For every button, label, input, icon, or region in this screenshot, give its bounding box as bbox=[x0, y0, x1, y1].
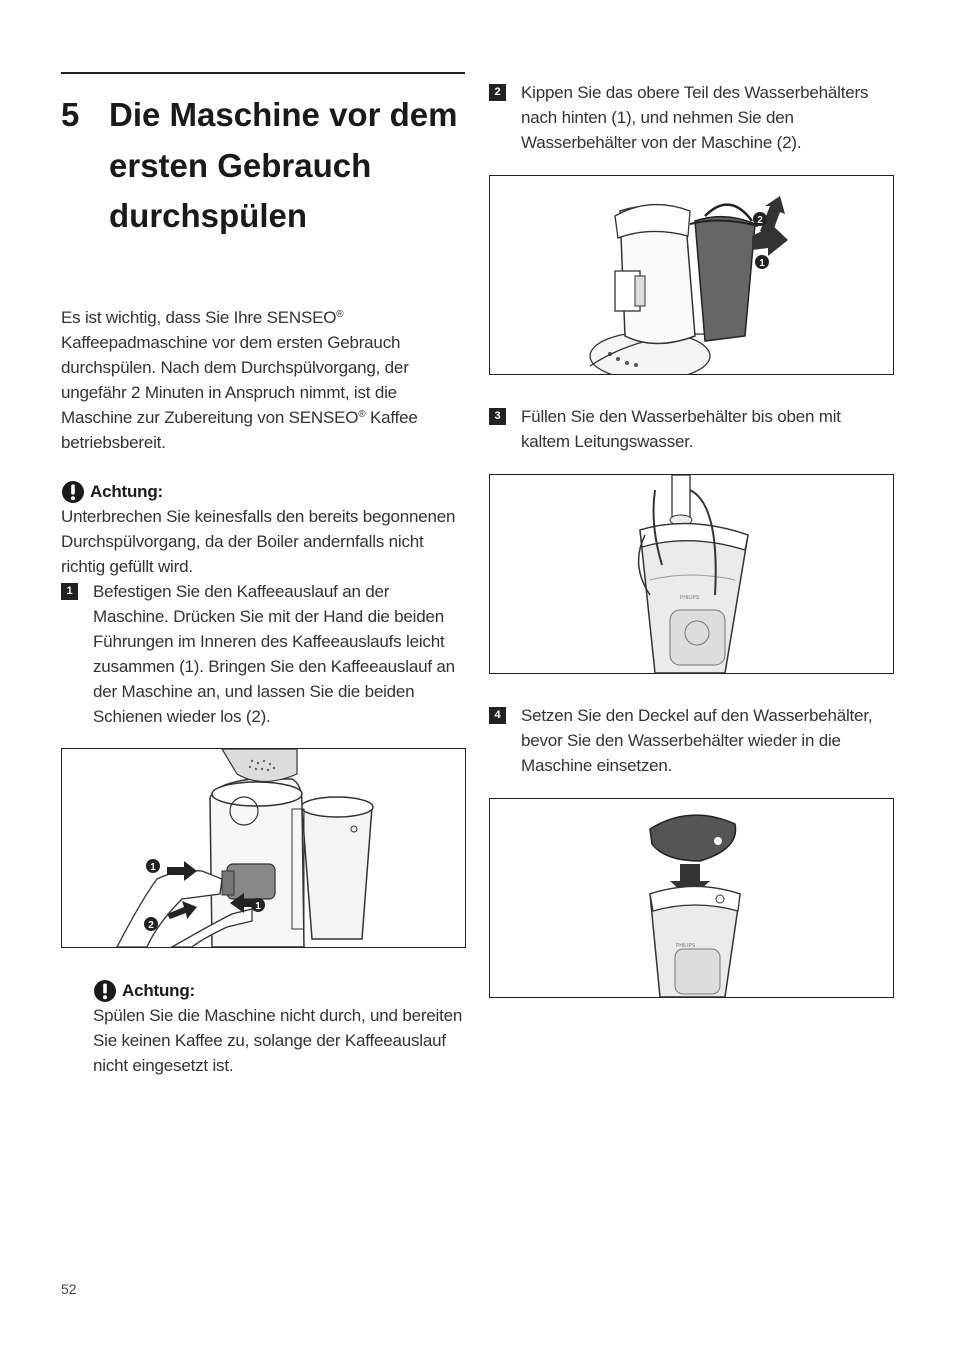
step-3 bbox=[489, 404, 894, 454]
intro-text-3: Kaffee betriebsbereit. bbox=[61, 408, 418, 452]
registered-mark: ® bbox=[336, 309, 344, 320]
step-text: Kippen Sie das obere Teil des Wasserbehälters nach hinten (1), und nehmen Sie den Wasserbehälter von der Maschine (2). bbox=[521, 83, 869, 152]
page-number: 52 bbox=[61, 1281, 77, 1297]
registered-mark: ® bbox=[358, 409, 366, 420]
callout-label: 1 bbox=[759, 258, 765, 269]
warning-text: Unterbrechen Sie keinesfalls den bereits begonnenen Durchspülvorgang, da der Boiler andernfalls nicht richtig gefüllt wird. bbox=[61, 507, 456, 576]
figure-fill-tank bbox=[489, 474, 894, 674]
step-4 bbox=[489, 703, 897, 778]
step-number: 2 bbox=[489, 84, 506, 101]
callout-label: 1 bbox=[255, 901, 261, 912]
step-number: 1 bbox=[61, 583, 78, 600]
step-number: 4 bbox=[489, 707, 506, 724]
exclamation-icon bbox=[61, 480, 85, 504]
warning-label: Achtung: bbox=[122, 981, 195, 1000]
section-title: Die Maschine vor dem ersten Gebrauch durchspülen bbox=[109, 96, 458, 234]
warning-block bbox=[93, 978, 463, 1078]
exclamation-icon bbox=[93, 979, 117, 1003]
step-2 bbox=[489, 80, 894, 155]
section-number: 5 bbox=[61, 96, 80, 133]
intro-paragraph bbox=[61, 305, 461, 455]
figure-place-lid bbox=[489, 798, 894, 998]
warning-block bbox=[61, 479, 461, 579]
intro-text-1: Es ist wichtig, dass Sie Ihre SENSEO bbox=[61, 308, 337, 327]
step-text: Setzen Sie den Deckel auf den Wasserbehälter, bevor Sie den Wasserbehälter wieder in die Maschine einsetzen. bbox=[521, 706, 873, 775]
warning-label: Achtung: bbox=[90, 482, 163, 501]
callout-label: 2 bbox=[757, 215, 763, 226]
figure-attach-spout bbox=[61, 748, 466, 948]
callout-label: 2 bbox=[148, 920, 154, 931]
brand-text: PHILIPS bbox=[680, 595, 700, 601]
step-1 bbox=[61, 579, 465, 729]
intro-text-2: Kaffeepadmaschine vor dem ersten Gebrauch durchspülen. Nach dem Durchspülvorgang, der ungefähr 2 Minuten in Anspruch nimmt, ist die Maschine zur Zubereitung von SENSEO bbox=[61, 333, 409, 427]
figure-remove-tank bbox=[489, 175, 894, 375]
step-number: 3 bbox=[489, 408, 506, 425]
step-text: Füllen Sie den Wasserbehälter bis oben mit kaltem Leitungswasser. bbox=[521, 407, 841, 451]
callout-label: 1 bbox=[150, 862, 156, 873]
step-text: Befestigen Sie den Kaffeeauslauf an der Maschine. Drücken Sie mit der Hand die beiden Führungen im Inneren des Kaffeeauslaufs leicht zusammen (1). Bringen Sie den Kaffeeauslauf an der Maschine an, und lassen Sie die beiden Schienen wieder los (2). bbox=[93, 582, 455, 726]
brand-text: PHILIPS bbox=[676, 943, 696, 949]
warning-text: Spülen Sie die Maschine nicht durch, und bereiten Sie keinen Kaffee zu, solange der Kaffeeauslauf nicht eingesetzt ist. bbox=[93, 1006, 463, 1075]
top-rule bbox=[61, 72, 465, 74]
